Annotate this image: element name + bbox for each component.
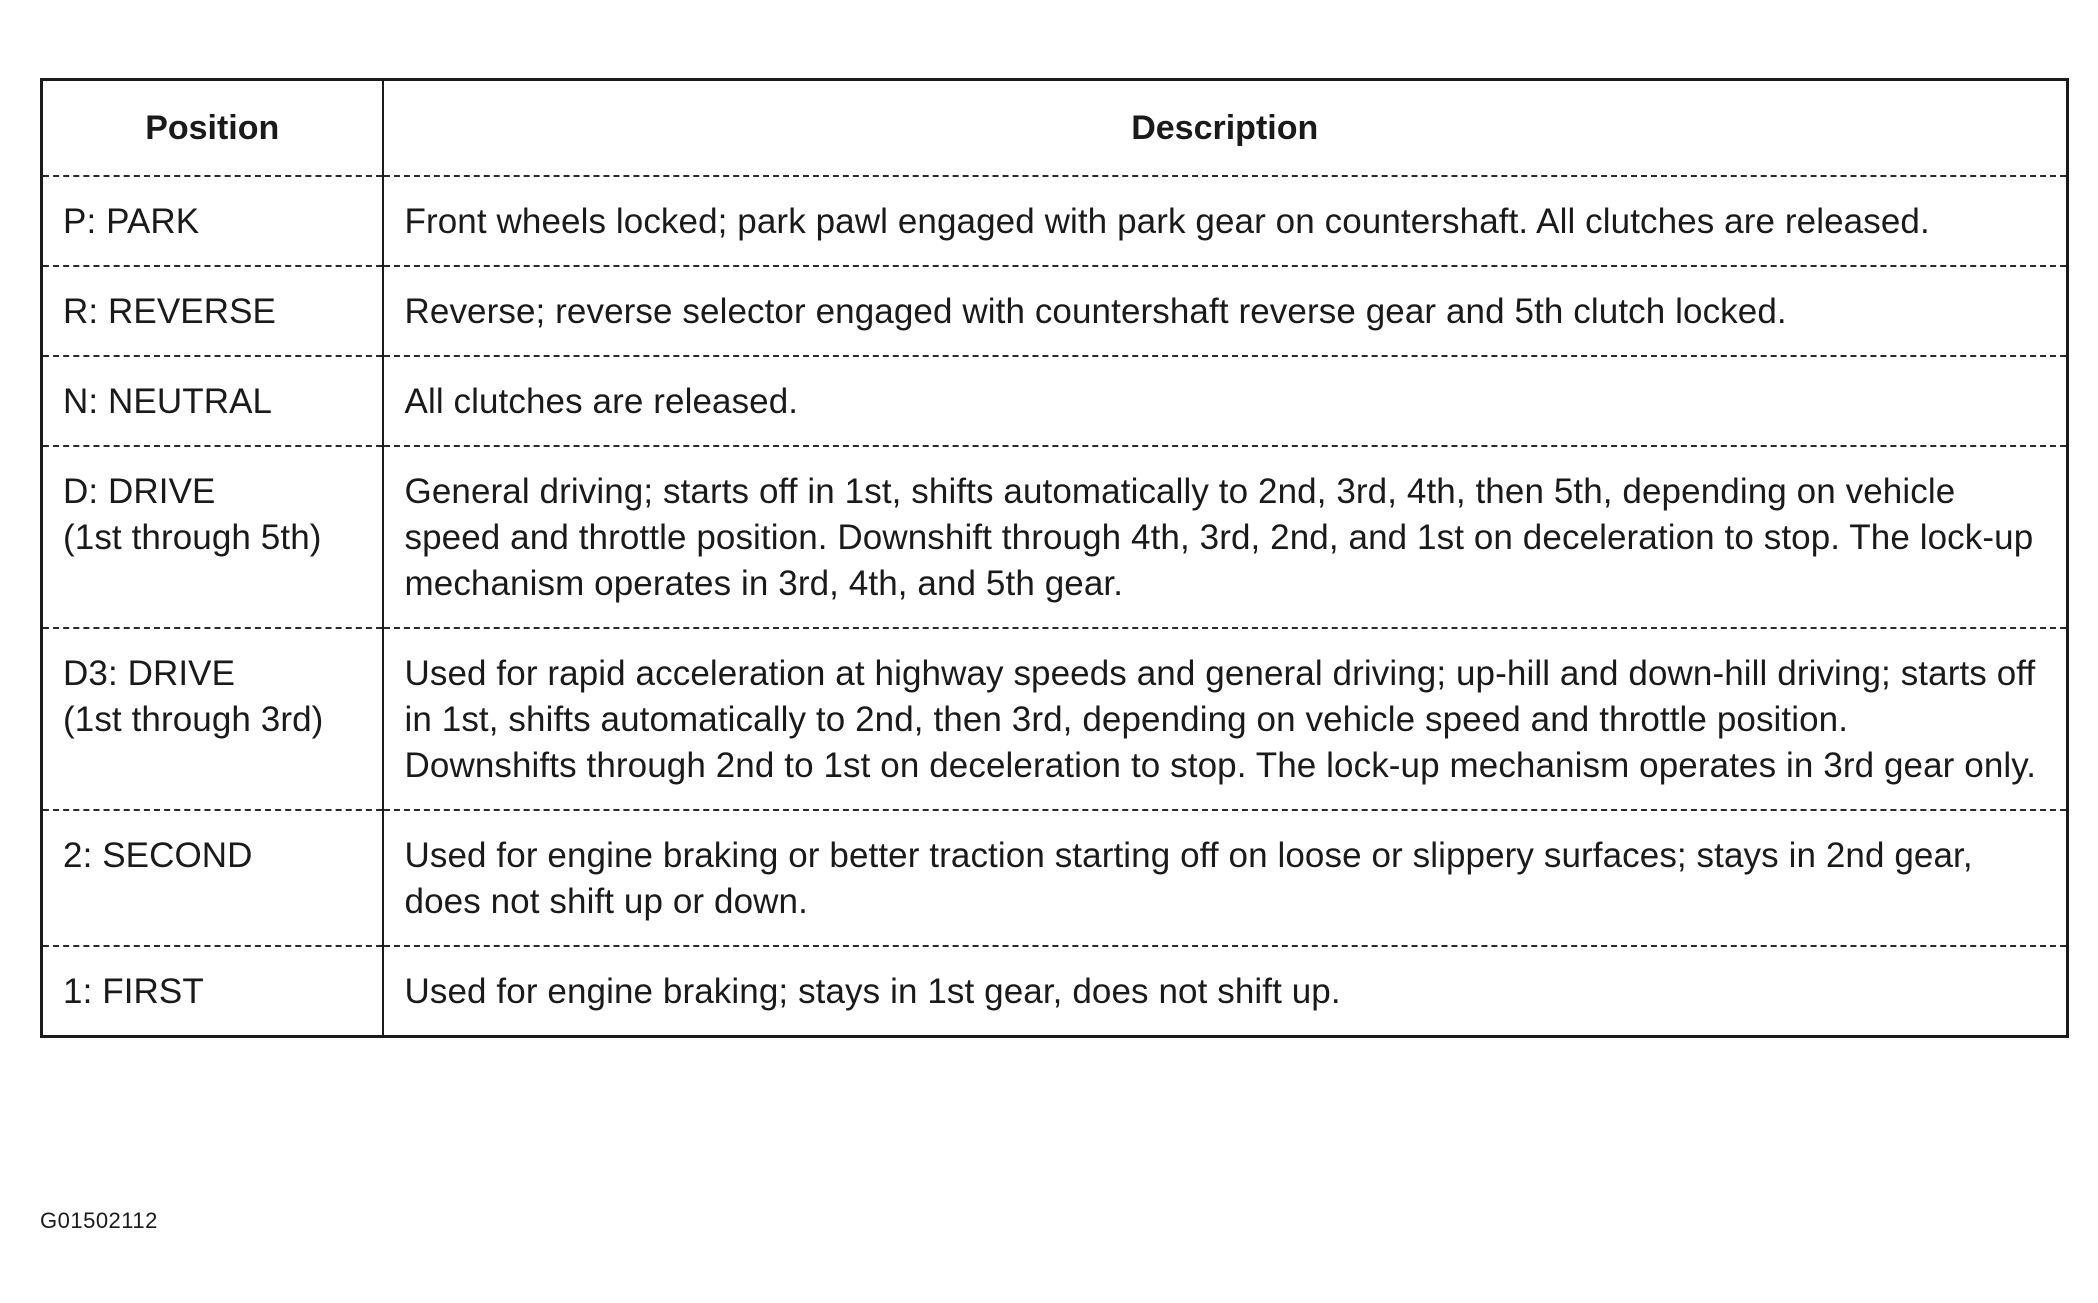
figure-id: G01502112	[40, 1208, 158, 1233]
description-text: All clutches are released.	[404, 382, 799, 421]
table-row	[42, 946, 2068, 1037]
position-range: (1st through 5th)	[63, 518, 322, 557]
position-label: 2: SECOND	[63, 836, 253, 875]
column-header-description: Description	[383, 80, 2068, 177]
description-cell	[383, 810, 2068, 946]
description-text: Used for engine braking; stays in 1st gear, does not shift up.	[404, 972, 1341, 1011]
description-cell	[383, 356, 2068, 446]
position-label: N: NEUTRAL	[63, 382, 273, 421]
description-cell	[383, 446, 2068, 628]
table-row	[42, 356, 2068, 446]
table-header-row	[42, 80, 2068, 177]
description-text: General driving; starts off in 1st, shifts automatically to 2nd, 3rd, 4th, then 5th, depending on vehicle speed and throttle position. Downshift through 4th, 3rd, 2nd, and 1st on deceleration to stop. The lock-up mechanism operates in 3rd, 4th, and 5th gear.	[404, 472, 2034, 603]
table-row	[42, 176, 2068, 266]
description-cell	[383, 628, 2068, 810]
position-cell	[42, 446, 383, 628]
description-cell	[383, 176, 2068, 266]
position-cell	[42, 356, 383, 446]
description-text: Front wheels locked; park pawl engaged with park gear on countershaft. All clutches are released.	[404, 202, 1930, 241]
description-text-continued: Downshifts through 2nd to 1st on deceleration to stop. The lock-up mechanism operates in 3rd gear only.	[404, 746, 2037, 785]
description-text: Used for rapid acceleration at highway speeds and general driving; up-hill and down-hill driving; starts off in 1st, shifts automatically to 2nd, then 3rd, depending on vehicle speed and throttle position.	[404, 654, 2036, 739]
table-row	[42, 628, 2068, 810]
position-range: (1st through 3rd)	[63, 700, 324, 739]
table-row	[42, 266, 2068, 356]
position-label: 1: FIRST	[63, 972, 204, 1011]
table-row	[42, 446, 2068, 628]
position-label: D: DRIVE	[63, 472, 216, 511]
description-cell	[383, 946, 2068, 1037]
position-label: R: REVERSE	[63, 292, 276, 331]
position-label: D3: DRIVE	[63, 654, 236, 693]
description-cell	[383, 266, 2068, 356]
position-label: P: PARK	[63, 202, 200, 241]
position-cell	[42, 946, 383, 1037]
position-cell	[42, 266, 383, 356]
table-row	[42, 810, 2068, 946]
column-header-position: Position	[42, 80, 383, 177]
position-cell	[42, 176, 383, 266]
description-text: Used for engine braking or better traction starting off on loose or slippery surfaces; stays in 2nd gear, does not shift up or down.	[404, 836, 1973, 921]
position-cell	[42, 628, 383, 810]
description-text: Reverse; reverse selector engaged with countershaft reverse gear and 5th clutch locked.	[404, 292, 1787, 331]
shift-positions-table	[40, 78, 2069, 1038]
position-cell	[42, 810, 383, 946]
